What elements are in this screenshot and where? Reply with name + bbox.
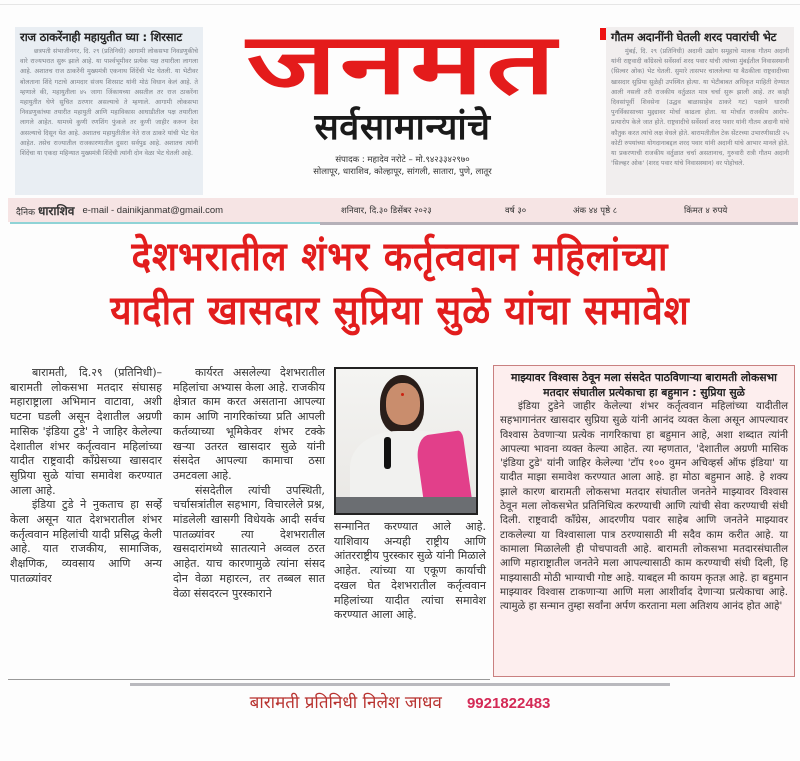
left-brief-title: राज ठाकरेंनाही महायुतीत घ्या : शिरसाट	[20, 30, 182, 44]
cities-line: सोलापूर, धाराशिव, कोल्हापूर, सांगली, सातारा, पुणे, लातूर	[313, 167, 492, 177]
article-column-3	[334, 520, 486, 623]
right-brief-title: गौतम अदानींनी घेतली शरद पवारांची भेट	[611, 30, 777, 44]
top-border	[0, 4, 800, 5]
article-column-2	[173, 366, 325, 601]
right-brief-body: मुंबई, दि. २९ (प्रतिनिधी) अदानी उद्योग समूहाचे मालक गौतम अदानी यांनी राष्ट्रवादी काँग्रेसचे सर्वेसर्वा शरद पवार यांची त्यांच्या मुंबईतील निवासस्थानी (सिल्वर ओक) भेट घेतली. सुमारे तासभर चाललेल्या या बैठकीला राष्ट्रवादीच्या खासदार सुप्रिया सुळेही उपस्थित होत्या. या भेटीबाबत अधिकृत माहिती देण्यात आली नसली तरी राजकीय वर्तुळात मात्र चर्चा सुरू झाली आहे. तर काही दिवसांपूर्वी शिवसेना (उद्धव बाळासाहेब ठाकरे गट) पक्षाने धारावी पुनर्विकासाच्या मुद्द्यावर मोर्चा काढला होता. या मोर्चात राजकीय आरोप-प्रत्यारोप केले जात होते. राष्ट्रवादीचे सर्वेसर्वा शरद पवार यांनी गौतम अदानी यांचे कौतुक करत त्यांचे लक्ष वेधले होते. बारामतीतील टेक सेंटरच्या उभारणीसाठी २५ कोटी रुपयांच्या योगदानाबद्दल शरद पवार यांनी अदानी यांचे आभार मानले होते. या प्रकरणाची राजकीय वर्तुळात चर्चा असतानाच, गुरुवारी रात्री गौतम अदानी 'सिल्व्हर ओक' (शरद पवार यांचे निवासस्थान) वर पोहोचले.	[611, 48, 789, 168]
headline-line-1: देशभरातील शंभर कर्तृत्ववान महिलांच्या	[131, 233, 669, 280]
divider	[10, 222, 320, 224]
photo-bindi	[401, 393, 404, 396]
quote-box	[493, 365, 795, 677]
divider	[130, 683, 670, 686]
article-paragraph: बारामती, दि.२९ (प्रतिनिधी)– बारामती लोकसभा मतदार संघासह महाराष्ट्राला अभिमान वाटावा, अशी घटना घडली असून देशातील अग्रणी मासिक 'इंडिया टुडे' ने जाहिर केलेल्या देशातील शंभर कर्तृत्ववान महिलांच्या यादीत राष्ट्रवादी काँग्रेसच्या खासदार सुप्रिया सुळे यांचा समावेश करण्यात आला आहे.	[10, 366, 162, 497]
issue-date: शनिवार, दि.३० डिसेंबर २०२३	[341, 205, 432, 216]
email-link[interactable]: e-mail - dainikjanmat@gmail.com	[82, 204, 224, 216]
issue-price: किंमत ४ रुपये	[684, 205, 728, 216]
article-paragraph: कार्यरत असलेल्या देशभरातील महिलांचा अभ्यास केला आहे. राजकीय क्षेत्रात काम करत असताना आपल्या काम आणि नागरिकांच्या प्रति आपली कर्तव्याच्या भूमिकेवर शंभर टक्के खऱ्या उतरत खासदार सुळे यांनी संसदेत आपल्या कामाचा ठसा उमटवला आहे.	[173, 366, 325, 482]
info-strip	[8, 198, 798, 222]
issue-pages: अंक ४४ पृष्ठे ८	[573, 205, 618, 216]
editor-line: संपादक : महादेव नरोटे – मो.९४२३३४२९७०	[335, 155, 470, 165]
article-column-1	[10, 366, 162, 587]
quote-title: माझ्यावर विश्वास ठेवून मला संसदेत पाठविणाऱ्या बारामती लोकसभा मतदार संघातील प्रत्येकाचा हा बहुमान : सुप्रिया सुळे	[511, 371, 777, 399]
article-photo	[334, 367, 478, 515]
issue-year: वर्ष ३०	[505, 205, 527, 216]
photo-face	[386, 383, 420, 425]
newspaper-logo: जनमत	[246, 15, 559, 113]
right-news-brief	[606, 27, 794, 195]
article-paragraph: सन्मानित करण्यात आले आहे. याशिवाय अन्यही राष्ट्रीय आणि आंतरराष्ट्रीय पुरस्कार सुळे यांनी मिळाले आहेत. त्यांच्या या एकूण कार्याची दखल घेत देशभरातील कर्तृत्ववान महिलांच्या यादीत त्यांचा समावेश करण्यात आला आहे.	[334, 520, 486, 622]
article-paragraph: संसदेतील त्यांची उपस्थिती, चर्चासत्रांतील सहभाग, विचारलेले प्रश्न, मांडलेली खासगी विधेयके आदी सर्वच पातळ्यांवर त्या देशभरातील खसदारांमध्ये सातत्याने अव्वल ठरत आहेत. याच कारणामुळे त्यांना संसद दोन वेळा महारत्न, तर तब्बल सात वेळा संसदरत्न पुरस्काराने	[173, 483, 325, 600]
newspaper-tagline: सर्वसामान्यांचे	[314, 107, 491, 148]
edition-name: धाराशिव	[38, 203, 75, 218]
quote-body: इंडिया टुडेने जाहीर केलेल्या शंभर कर्तृत्ववान महिलांच्या यादीतील सहभागानंतर खासदार सुप्रिया सुळे यांनी आनंद व्यक्त केला असून आपल्यावर विश्वास ठेवणाऱ्या प्रत्येक नागरिकाचा हा बहुमान आहे, अशा शब्दात त्यांनी आपल्या भावना व्यक्त केल्या आहेत. त्या म्हणतात, 'देशातील अग्रणी मासिक 'इंडिया टुडे' यांनी जाहिर केलेल्या 'टॉप १०० वुमन अचिव्हर्स ऑफ इंडिया' या यादीत माझा समावेश करण्यात आला आहे. हा मोठा बहुमान आहे. हे शक्य झाले कारण बारामती लोकसभा मतदार संघातील जनतेने माझ्यावर विश्वास ठेवून मला लोकसभेत प्रतिनिधित्व करण्याची आणि त्यांची सेवा करण्याची संधी दिली. राष्ट्रवादी काँग्रेस, आदरणीय पवार साहेब आणि जनतेने माझ्यावर टाकलेल्या या विश्वासाला पात्र ठरण्यासाठी मी सदैव काम करीत आहे. या कामाला मिळालेली ही पोचपावती आहे. बारामती लोकसभा मतदारसंघातील आणि महाराष्ट्रातील जनतेने मला आपल्यासाठी काम करण्याची संधी दिली, हि माझ्यासाठी मोठी भाग्याची गोष्ट आहे. याबद्दल मी कायम कृतज्ञ आहे. हा बहुमान माझ्यावर विश्वास टाकणाऱ्या आणि मला आशीर्वाद देणाऱ्या प्रत्येकाचा आहे. त्यामुळे हा सन्मान तुम्हा सर्वांना अर्पण करताना मला अतिशय आनंद होत आहे'	[500, 401, 788, 613]
main-headline	[0, 230, 800, 338]
divider	[320, 222, 798, 225]
left-brief-body: छत्रपती संभाजीनगर, दि. २९ (प्रतिनिधी) आगामी लोकसभा निवडणुकीचे वारे राज्यभरात सुरू झाले आहे. या पार्श्वभूमीवर प्रत्येक पक्ष तयारीला लागला आहे. अशातच राज ठाकरेंनी मुख्यमंत्री एकनाथ शिंदेंची भेट घेतली. या भेटीवर बोलताना शिंदे गटाचे आमदार संजय शिरसाट यांनी मोठं विधान केलं आहे. ते म्हणाले की, महायुतीला ४५ जागा जिंकायच्या असतील तर राज ठाकरेंना महायुतीत घेणे सुचित ठरणार असल्याचे ते म्हणाले. आगामी लोकसभा निवडणुकांच्या तयारीत महायुती आणि महाविकास आघाडीतील पक्ष तयारीला लागले आहेत. यामध्ये कुणी रणशिंग फुंकले तर कुणी जाहीर करून देश असल्याचे दिसून येत आहे. अशातच महायुतीतील नेते राज ठाकरे यांची भेट घेत आहेत. तसेच राज्यातील राजकारणातील दुसरा सर्वपुढ आहे. अशातच त्यांनी शिंदेंचा या एकदा महिन्यात मुख्यमंत्री शिंदेंची त्यांनी दोन वेळा भेट घेतली आहे.	[20, 48, 198, 158]
headline-line-2: यादीत खासदार सुप्रिया सुळे यांचा समावेश	[110, 287, 690, 334]
edition-label	[16, 202, 74, 219]
reporter-phone: 9921822483	[466, 695, 551, 712]
divider	[8, 679, 490, 680]
reporter-name: बारामती प्रतिनिधी निलेश जाधव	[249, 693, 442, 713]
masthead	[205, 15, 600, 195]
article-paragraph: इंडिया टुडे ने नुकताच हा सर्व्हे केला असून यात देशभरातील शंभर कर्तृत्ववान महिलांची यादी प्रसिद्ध केली आहे. यात राजकीय, सामाजिक, शैक्षणिक, व्यवसाय आणि अन्य पातळ्यांवर	[10, 498, 162, 585]
photo-table	[336, 497, 478, 515]
microphone-icon	[384, 437, 391, 469]
reporter-byline	[0, 690, 800, 713]
daily-prefix: दैनिक	[16, 207, 36, 218]
